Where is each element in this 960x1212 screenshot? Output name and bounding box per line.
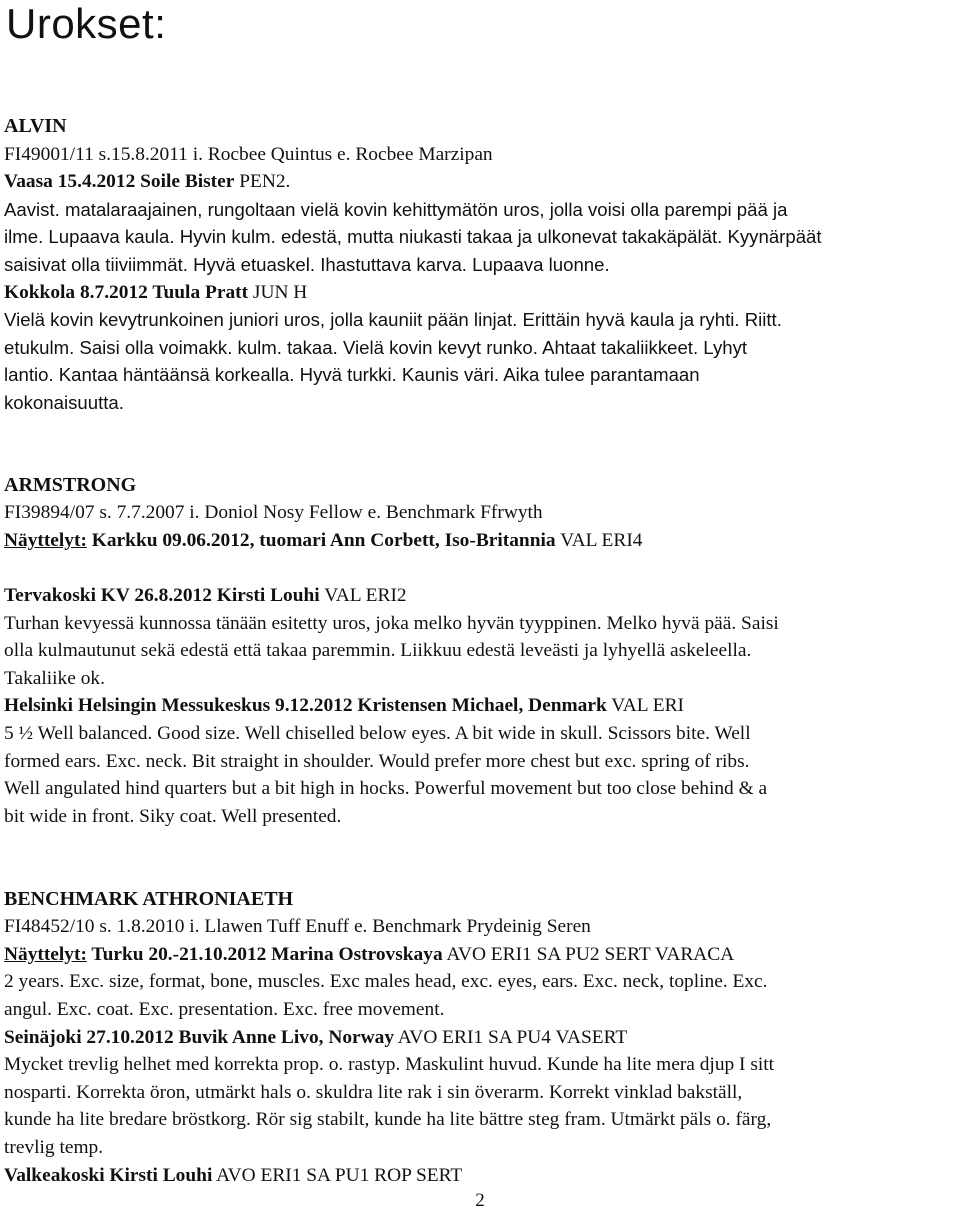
document-body	[4, 113, 954, 1189]
critique-line: nosparti. Korrekta öron, utmärkt hals o. skuldra lite rak i sin överarm. Korrekt vinklad bakställ,	[4, 1081, 743, 1103]
critique-line: saisivat olla tiiviimmät. Hyvä etuaskel. Ihastuttava karva. Lupaava luonne.	[4, 253, 610, 275]
critique-line: angul. Exc. coat. Exc. presentation. Exc. free movement.	[4, 999, 445, 1020]
dog-registration: FI39894/07 s. 7.7.2007 i. Doniol Nosy Fellow e. Benchmark Ffrwyth	[4, 502, 543, 524]
critique-line: kunde ha lite bredare bröstkorg. Rör sig stabilt, kunde ha lite bättre steg fram. Utmärkt päls o. färg,	[4, 1109, 772, 1131]
show-heading: Kokkola 8.7.2012 Tuula Pratt	[4, 281, 249, 303]
dog-name: BENCHMARK ATHRONIAETH	[4, 887, 294, 910]
dog-entry-alvin	[4, 113, 954, 417]
critique-line: Well angulated hind quarters but a bit high in hocks. Powerful movement but too close behind & a	[4, 778, 768, 800]
shows-label: Näyttelyt:	[4, 529, 87, 551]
critique-line: kokonaisuutta.	[4, 391, 124, 413]
show-result: PEN2.	[234, 171, 291, 193]
critique-line: formed ears. Exc. neck. Bit straight in shoulder. Would prefer more chest but exc. spring of ribs.	[4, 750, 750, 772]
show-result-line	[4, 1024, 954, 1052]
dog-entry-armstrong	[4, 472, 954, 831]
show-heading: Valkeakoski Kirsti Louhi	[4, 1164, 213, 1186]
show-result-line	[4, 1162, 954, 1190]
show-result-line	[4, 582, 954, 610]
shows-label: Näyttelyt:	[4, 943, 87, 965]
critique-line: ilme. Lupaava kaula. Hyvin kulm. edestä, mutta niukasti takaa ja ulkonevat takakäpälät. Kyynärpäät	[4, 226, 822, 248]
critique-line: Takaliike ok.	[4, 667, 105, 689]
page-number: 2	[475, 1190, 485, 1211]
show-result: AVO ERI1 SA PU2 SERT VARACA	[442, 943, 735, 965]
page-title: Urokset:	[6, 0, 167, 47]
dog-registration: FI48452/10 s. 1.8.2010 i. Llawen Tuff Enuff e. Benchmark Prydeinig Seren	[4, 916, 591, 938]
show-result-line	[4, 168, 954, 196]
critique-line: bit wide in front. Siky coat. Well presented.	[4, 805, 342, 827]
show-heading: Turku 20.-21.10.2012 Marina Ostrovskaya	[86, 943, 443, 965]
show-result: AVO ERI1 SA PU1 ROP SERT	[212, 1164, 463, 1186]
critique-line: olla kulmautunut sekä edestä että takaa paremmin. Liikkuu edestä leveästi ja lyhyellä askeleella.	[4, 640, 752, 662]
critique-line: Vielä kovin kevytrunkoinen juniori uros, jolla kauniit pään linjat. Erittäin hyvä kaula ja ryhti. Riitt.	[4, 309, 782, 331]
show-result-line	[4, 692, 954, 720]
critique-line: etukulm. Saisi olla voimakk. kulm. takaa. Vielä kovin kevyt runko. Ahtaat takaliikkeet. Lyhyt	[4, 336, 748, 358]
show-result: AVO ERI1 SA PU4 VASERT	[394, 1026, 628, 1048]
show-heading: Helsinki Helsingin Messukeskus 9.12.2012 Kristensen Michael, Denmark	[4, 695, 607, 717]
dog-name: ALVIN	[4, 115, 67, 137]
dog-entry-benchmark-athroniaeth	[4, 886, 954, 1190]
critique-line: Turhan kevyessä kunnossa tänään esitetty uros, joka melko hyvän tyyppinen. Melko hyvä pää. Saisi	[4, 612, 779, 634]
critique-line: 2 years. Exc. size, format, bone, muscles. Exc males head, exc. eyes, ears. Exc. neck, topline. Exc.	[4, 971, 768, 993]
show-result: VAL ERI4	[555, 529, 643, 551]
critique-line: 5 ½ Well balanced. Good size. Well chiselled below eyes. A bit wide in skull. Scissors bite. Well	[4, 723, 751, 745]
show-result-line	[4, 279, 954, 307]
critique-line: Aavist. matalaraajainen, rungoltaan vielä kovin kehittymätön uros, jolla voisi olla parempi pää ja	[4, 198, 788, 220]
show-result: JUN H	[248, 281, 308, 303]
critique-line: Mycket trevlig helhet med korrekta prop. o. rastyp. Maskulint huvud. Kunde ha lite mera djup I sitt	[4, 1054, 775, 1076]
critique-line: lantio. Kantaa häntäänsä korkealla. Hyvä turkki. Kaunis väri. Aika tulee parantamaan	[4, 364, 700, 386]
dog-registration: FI49001/11 s.15.8.2011 i. Rocbee Quintus e. Rocbee Marzipan	[4, 143, 493, 165]
show-result-line	[4, 941, 954, 969]
show-heading: Vaasa 15.4.2012 Soile Bister	[4, 171, 235, 193]
show-result-line	[4, 527, 954, 555]
show-heading: Karkku 09.06.2012, tuomari Ann Corbett, Iso-Britannia	[86, 529, 556, 551]
show-heading: Seinäjoki 27.10.2012 Buvik Anne Livo, Norway	[4, 1026, 395, 1048]
show-result: VAL ERI2	[319, 585, 407, 607]
show-heading: Tervakoski KV 26.8.2012 Kirsti Louhi	[4, 585, 320, 607]
show-result: VAL ERI	[606, 695, 684, 717]
critique-line: trevlig temp.	[4, 1136, 104, 1158]
dog-name: ARMSTRONG	[4, 473, 137, 496]
